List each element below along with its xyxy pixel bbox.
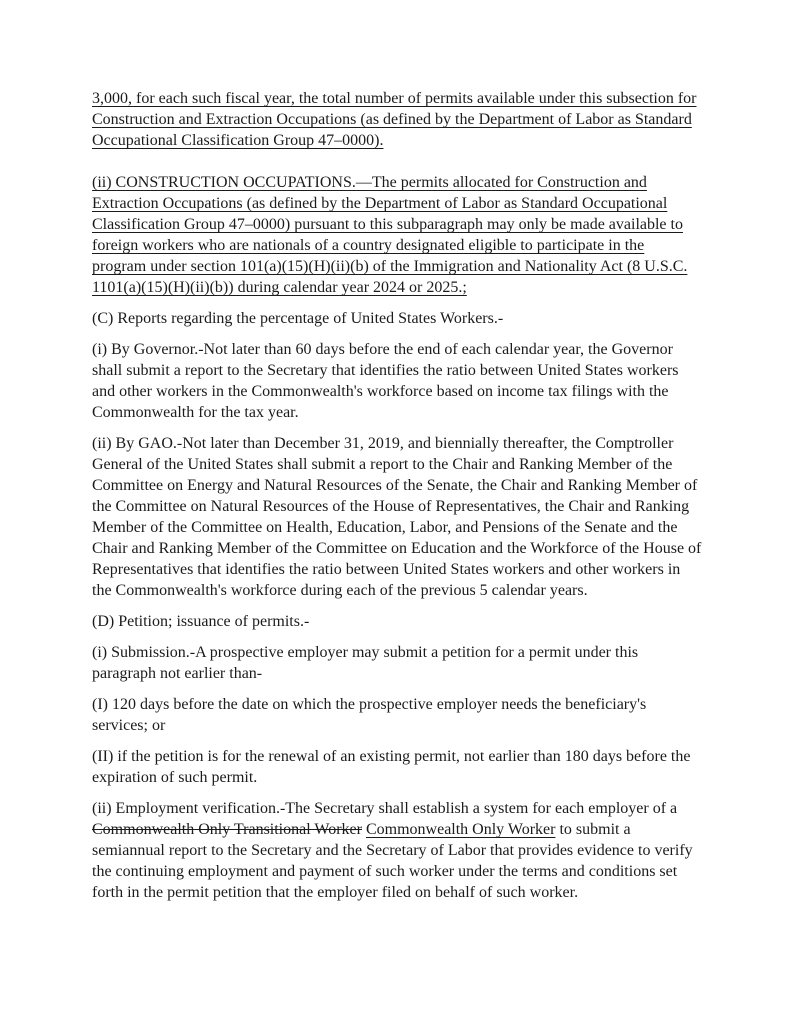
body-text: (ii) Employment verification.-The Secretary shall establish a system for each employer of a (92, 800, 678, 817)
paragraph-construction-occupations (92, 172, 702, 298)
paragraph-fiscal-year-permits (92, 88, 702, 151)
body-text: to submit a semiannual report to the Secretary and the Secretary of Labor that provides evidence to verify the continuing employment and payment of such worker under the terms and conditions set forth in the permit petition that the employer filed on behalf of such worker. (92, 821, 693, 901)
document-body (92, 88, 702, 913)
paragraph-reports-heading (92, 308, 702, 329)
body-text: (i) By Governor.-Not later than 60 days before the end of each calendar year, the Governor shall submit a report to the Secretary that identifies the ratio between United States workers and other workers in the Commonwealth's workforce based on income tax filings with the Commonwealth for the tax year. (92, 341, 679, 421)
paragraph-clause-renewal (92, 746, 702, 788)
paragraph-clause-120-days (92, 694, 702, 736)
paragraph-employment-verification (92, 798, 702, 903)
inserted-underlined-text: Commonwealth Only Worker (365, 821, 556, 838)
paragraph-petition-heading (92, 611, 702, 632)
inserted-underlined-text: 3,000, for each such fiscal year, the total number of permits available under this subsection for Construction and Extraction Occupations (as defined by the Department of Labor as Standard Occupational Classification Group 47–0000). (92, 90, 697, 149)
inserted-underlined-text: (ii) CONSTRUCTION OCCUPATIONS.—The permits allocated for Construction and Extraction Occupations (as defined by the Department of Labor as Standard Occupational Classification Group 47–0000) pursuant to this subparagraph may only be made available to foreign workers who are nationals of a country designated eligible to participate in the program under section 101(a)(15)(H)(ii)(b) of the Immigration and Nationality Act (8 U.S.C. 1101(a)(15)(H)(ii)(b)) during calendar year 2024 or 2025.; (92, 174, 688, 296)
paragraph-by-governor (92, 339, 702, 423)
body-text: (II) if the petition is for the renewal of an existing permit, not earlier than 180 days before the expiration of such permit. (92, 748, 691, 786)
paragraph-by-gao (92, 433, 702, 601)
paragraph-submission (92, 642, 702, 684)
body-text: (D) Petition; issuance of permits.- (92, 613, 310, 630)
deleted-strikethrough-text: Commonwealth Only Transitional Worker (92, 821, 362, 838)
body-text: (i) Submission.-A prospective employer may submit a petition for a permit under this paragraph not earlier than- (92, 644, 639, 682)
body-text: (C) Reports regarding the percentage of United States Workers.- (92, 310, 504, 327)
body-text: (I) 120 days before the date on which the prospective employer needs the beneficiary's services; or (92, 696, 647, 734)
body-text: (ii) By GAO.-Not later than December 31, 2019, and biennially thereafter, the Comptroller General of the United States shall submit a report to the Chair and Ranking Member of the Committee on Energy and Natural Resources of the Senate, the Chair and Ranking Member of the Committee on Natural Resources of the House of Representatives, the Chair and Ranking Member of the Committee on Health, Education, Labor, and Pensions of the Senate and the Chair and Ranking Member of the Committee on Education and the Workforce of the House of Representatives that identifies the ratio between United States workers and other workers in the Commonwealth's workforce during each of the previous 5 calendar years. (92, 435, 702, 599)
